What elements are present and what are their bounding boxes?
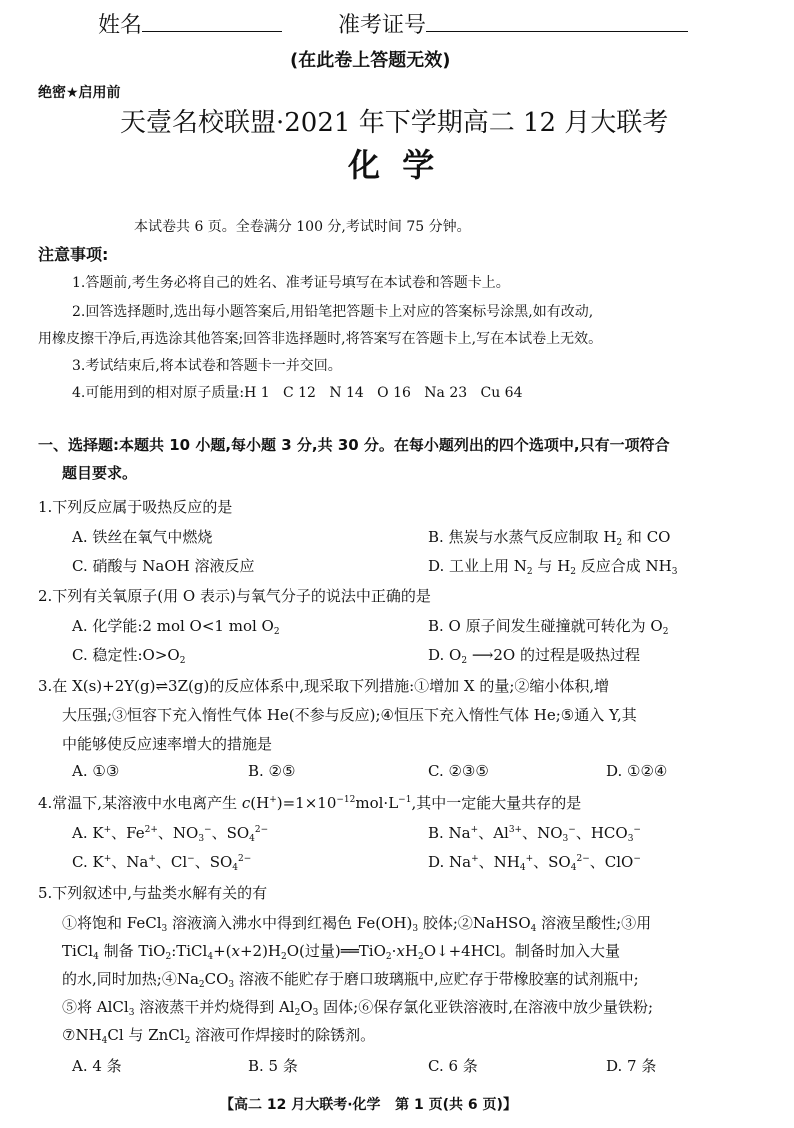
q5-option-c[interactable]: C. 6 条 — [428, 1057, 478, 1075]
q1-option-d[interactable]: D. 工业上用 $N_2$ 与 $H_2$ 反应合成 $NH_3$ — [428, 557, 678, 577]
notice-item: 用橡皮擦干净后,再选涂其他答案;回答非选择题时,将答案写在答题卡上,写在本试卷上无效。 — [38, 331, 603, 347]
q2-option-d[interactable]: D. $O_2$ ⟶2O 的过程是吸热过程 — [428, 646, 640, 666]
question-3-stem-cont: 大压强;③恒容下充入惰性气体 He(不参与反应);④恒压下充入惰性气体 He;⑤通入 Y,其 — [62, 706, 637, 724]
subject-title: 化 学 — [348, 146, 435, 184]
question-5-body: ⑤将 AlCl$_3$ 溶液蒸干并灼烧得到 $Al_2O_3$ 固体;⑥保存氯化亚铁溶液时,在溶液中放少量铁粉; — [62, 998, 654, 1018]
candidate-name-field[interactable] — [98, 8, 282, 39]
notice-item: 4.可能用到的相对原子质量:H 1 C 12 N 14 O 16 Na 23 Cu 64 — [72, 385, 523, 401]
q4-option-d[interactable]: D. Na+、$NH_4^+$、$SO_4^{2-}$、ClO− — [428, 853, 641, 873]
question-5-body: $⑦NH_4Cl$ 与 ZnCl$_2$ 溶液可作焊接时的除锈剂。 — [62, 1026, 376, 1046]
notice-heading: 注意事项: — [38, 245, 109, 264]
q3-option-b[interactable]: B. ②⑤ — [248, 762, 296, 780]
q3-option-c[interactable]: C. ②③⑤ — [428, 762, 489, 780]
question-4-stem: 4.常温下,某溶液中水电离产生 $c(H^+)=1\times 10^{-12}mol\cdot L^{-1}$,其中一定能大量共存的是 — [38, 794, 582, 812]
question-1-stem: 1.下列反应属于吸热反应的是 — [38, 498, 233, 516]
question-3-stem-cont: 中能够使反应速率增大的措施是 — [62, 735, 273, 753]
id-blank-line — [426, 9, 688, 32]
secret-label: 绝密★启用前 — [38, 85, 121, 101]
q5-option-d[interactable]: D. 7 条 — [606, 1057, 657, 1075]
q2-option-c[interactable]: C. 稳定性$:O>O_2$ — [72, 646, 186, 666]
page-footer: 【高二 12 月大联考·化学 第 1 页(共 6 页)】 — [220, 1097, 517, 1113]
notice-item: 2.回答选择题时,选出每小题答案后,用铅笔把答题卡上对应的答案标号涂黑,如有改动, — [72, 304, 594, 320]
q1-option-a[interactable]: A. 铁丝在氧气中燃烧 — [72, 528, 213, 546]
q1-option-b[interactable]: B. 焦炭与水蒸气反应制取 $H_2$ 和 CO — [428, 528, 671, 548]
id-label: 准考证号 — [338, 13, 427, 38]
q4-option-a[interactable]: A. K+、$Fe^{2+}$、$NO_3^-$、$SO_4^{2-}$ — [72, 824, 269, 844]
q3-option-d[interactable]: D. ①②④ — [606, 762, 668, 780]
q4-option-b[interactable]: B. Na+、$Al^{3+}$、$NO_3^-$、$HCO_3^-$ — [428, 824, 641, 844]
invalid-note: (在此卷上答题无效) — [290, 50, 451, 71]
notice-item: 1.答题前,考生务必将自己的姓名、准考证号填写在本试卷和答题卡上。 — [72, 275, 510, 291]
notice-item: 3.考试结束后,将本试卷和答题卡一并交回。 — [72, 358, 342, 374]
question-5-body: 的水,同时加热$;④Na_2CO_3$ 溶液不能贮存于磨口玻璃瓶中,应贮存于带橡胶塞的试剂瓶中; — [62, 970, 639, 990]
question-5-stem: 5.下列叙述中,与盐类水解有关的有 — [38, 884, 268, 902]
q2-option-a[interactable]: A. 化学能:2 mol O<1 mol $O_2$ — [72, 617, 280, 637]
question-3-stem: 3.在 X(s)+2Y(g)⇌3Z(g)的反应体系中,现采取下列措施:①增加 X 的量;②缩小体积,增 — [38, 677, 610, 695]
q3-option-a[interactable]: A. ①③ — [72, 762, 120, 780]
exam-title: 天壹名校联盟·2021 年下学期高二 12 月大联考 — [120, 108, 669, 138]
question-2-stem: 2.下列有关氧原子(用 O 表示)与氧气分子的说法中正确的是 — [38, 587, 431, 605]
question-5-body: ①将饱和 FeCl$_3$ 溶液滴入沸水中得到红褐色 $Fe(OH)_3$ 胶体;②NaHSO$_4$ 溶液呈酸性;③用 — [62, 914, 652, 934]
q4-option-c[interactable]: C. K+、Na+、Cl−、$SO_4^{2-}$ — [72, 853, 252, 873]
section-heading: 一、选择题:本题共 10 小题,每小题 3 分,共 30 分。在每小题列出的四个选项中,只有一项符合 — [38, 436, 670, 454]
q1-option-c[interactable]: C. 硝酸与 NaOH 溶液反应 — [72, 557, 255, 575]
question-5-body: TiCl$_4$ 制备 $TiO_2:TiCl_4+(x+2)H_2O$(过量)$══TiO_2\cdot xH_2O↓+4HCl$。制备时加入大量 — [62, 942, 621, 962]
section-heading-cont: 题目要求。 — [62, 464, 138, 482]
candidate-id-field[interactable] — [338, 8, 688, 39]
q5-option-a[interactable]: A. 4 条 — [72, 1057, 122, 1075]
q2-option-b[interactable]: B. O 原子间发生碰撞就可转化为 $O_2$ — [428, 617, 669, 637]
intro-text: 本试卷共 6 页。全卷满分 100 分,考试时间 75 分钟。 — [134, 219, 471, 235]
name-blank-line — [142, 9, 282, 32]
q5-option-b[interactable]: B. 5 条 — [248, 1057, 298, 1075]
name-label: 姓名 — [98, 13, 143, 38]
